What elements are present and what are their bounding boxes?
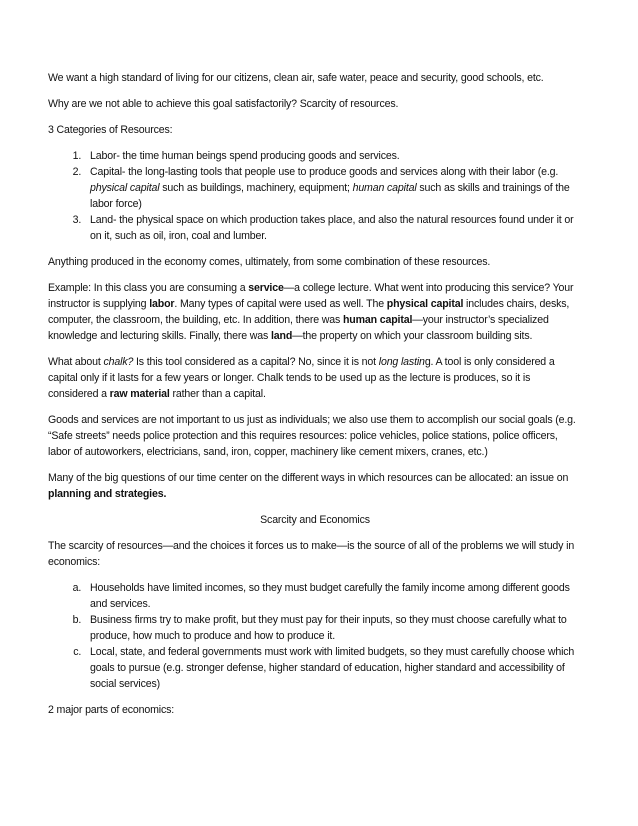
capital-term-human: human capital [352, 182, 417, 194]
example-term-service: service [248, 282, 284, 294]
chalk-text-4: rather than a capital. [169, 388, 266, 400]
chalk-text-1: What about [48, 356, 104, 368]
paragraph-goals: We want a high standard of living for our citizens, clean air, safe water, peace and security, good schools, etc. [48, 72, 544, 84]
example-text-2: —a college lecture. What went into producing this service? Your instructor is supplying [48, 282, 574, 310]
list-item-business-firms: b. Business firms try to make profit, but they must pay for their inputs, so they must choose carefully what to produce, how much to produce and how to produce it. [84, 612, 582, 644]
chalk-term-long-lasting: long lastin [378, 356, 425, 368]
example-text-5: —your instructor’s specialized knowledge and lecturing skills. Finally, there was [48, 314, 549, 342]
paragraph-categories-intro: 3 Categories of Resources: [48, 124, 173, 136]
big-questions-text: Many of the big questions of our time center on the different ways in which resources can be allocated: an issue on [48, 472, 569, 484]
paragraph-scarcity-choices: The scarcity of resources—and the choices it forces us to make—is the source of all of the problems we will study in economics: [48, 540, 575, 568]
capital-text-mid: such as buildings, machinery, equipment; [159, 182, 353, 194]
list-item-governments: c. Local, state, and federal governments must work with limited budgets, so they must carefully choose which goals to pursue (e.g. stronger defense, higher standard of education, higher standard and accessibility of social services) [84, 644, 582, 692]
list-item-households: a. Households have limited incomes, so they must budget carefully the family income among different goods and services. [84, 580, 582, 612]
example-term-labor: labor [149, 298, 175, 310]
paragraph-combination: Anything produced in the economy comes, ultimately, from some combination of these resources. [48, 256, 491, 268]
section-heading: Scarcity and Economics [260, 514, 370, 526]
chalk-text-2: Is this tool considered as a capital? No, since it is not [133, 356, 379, 368]
list-item-land: 3. Land- the physical space on which production takes place, and also the natural resources found under it or on it, such as oil, iron, coal and lumber. [84, 212, 582, 244]
example-term-land: land [270, 330, 293, 342]
example-text-3: . Many types of capital were used as well. The [174, 298, 387, 310]
example-text-4: includes chairs, desks, computer, the classroom, the building, etc. In addition, there was [48, 298, 570, 326]
paragraph-scarcity-question: Why are we not able to achieve this goal satisfactorily? Scarcity of resources. [48, 98, 399, 110]
example-term-human-capital: human capital [342, 314, 413, 326]
economic-problems-list [48, 580, 582, 692]
list-item-labor: 1. Labor- the time human beings spend producing goods and services. [84, 148, 582, 164]
chalk-text-3: g. A tool is only considered a capital only if it lasts for a few years or longer. Chalk tends to be used up as the lecture is produces, so it is considered a [48, 356, 555, 400]
list-item-capital [84, 164, 582, 212]
capital-text-pre: Capital- the long-lasting tools that people use to produce goods and services along with their labor (e.g. [90, 166, 559, 178]
chalk-term-chalk: chalk? [103, 356, 134, 368]
paragraph-example [48, 280, 582, 344]
paragraph-major-parts: 2 major parts of economics: [48, 704, 175, 716]
example-text-6: —the property on which your classroom building sits. [292, 330, 533, 342]
paragraph-social-goals: Goods and services are not important to us just as individuals; we also use them to accomplish our social goals (e.g. “Safe streets” needs police protection and this requires resources: police vehicles, police stations, police officers, labor of autoworkers, electricians, sand, iron, copper, machinery like cement mixers, cranes, etc.) [48, 414, 576, 458]
example-text-1: Example: In this class you are consuming a [48, 282, 249, 294]
paragraph-big-questions [48, 470, 582, 502]
chalk-term-raw-material: raw material [109, 388, 170, 400]
paragraph-chalk [48, 354, 582, 402]
big-questions-term: planning and strategies. [48, 488, 167, 500]
capital-text-post: such as skills and trainings of the labor force) [90, 182, 570, 210]
example-term-physical-capital: physical capital [386, 298, 464, 310]
capital-term-physical: physical capital [90, 182, 160, 194]
resource-categories-list [48, 148, 582, 244]
